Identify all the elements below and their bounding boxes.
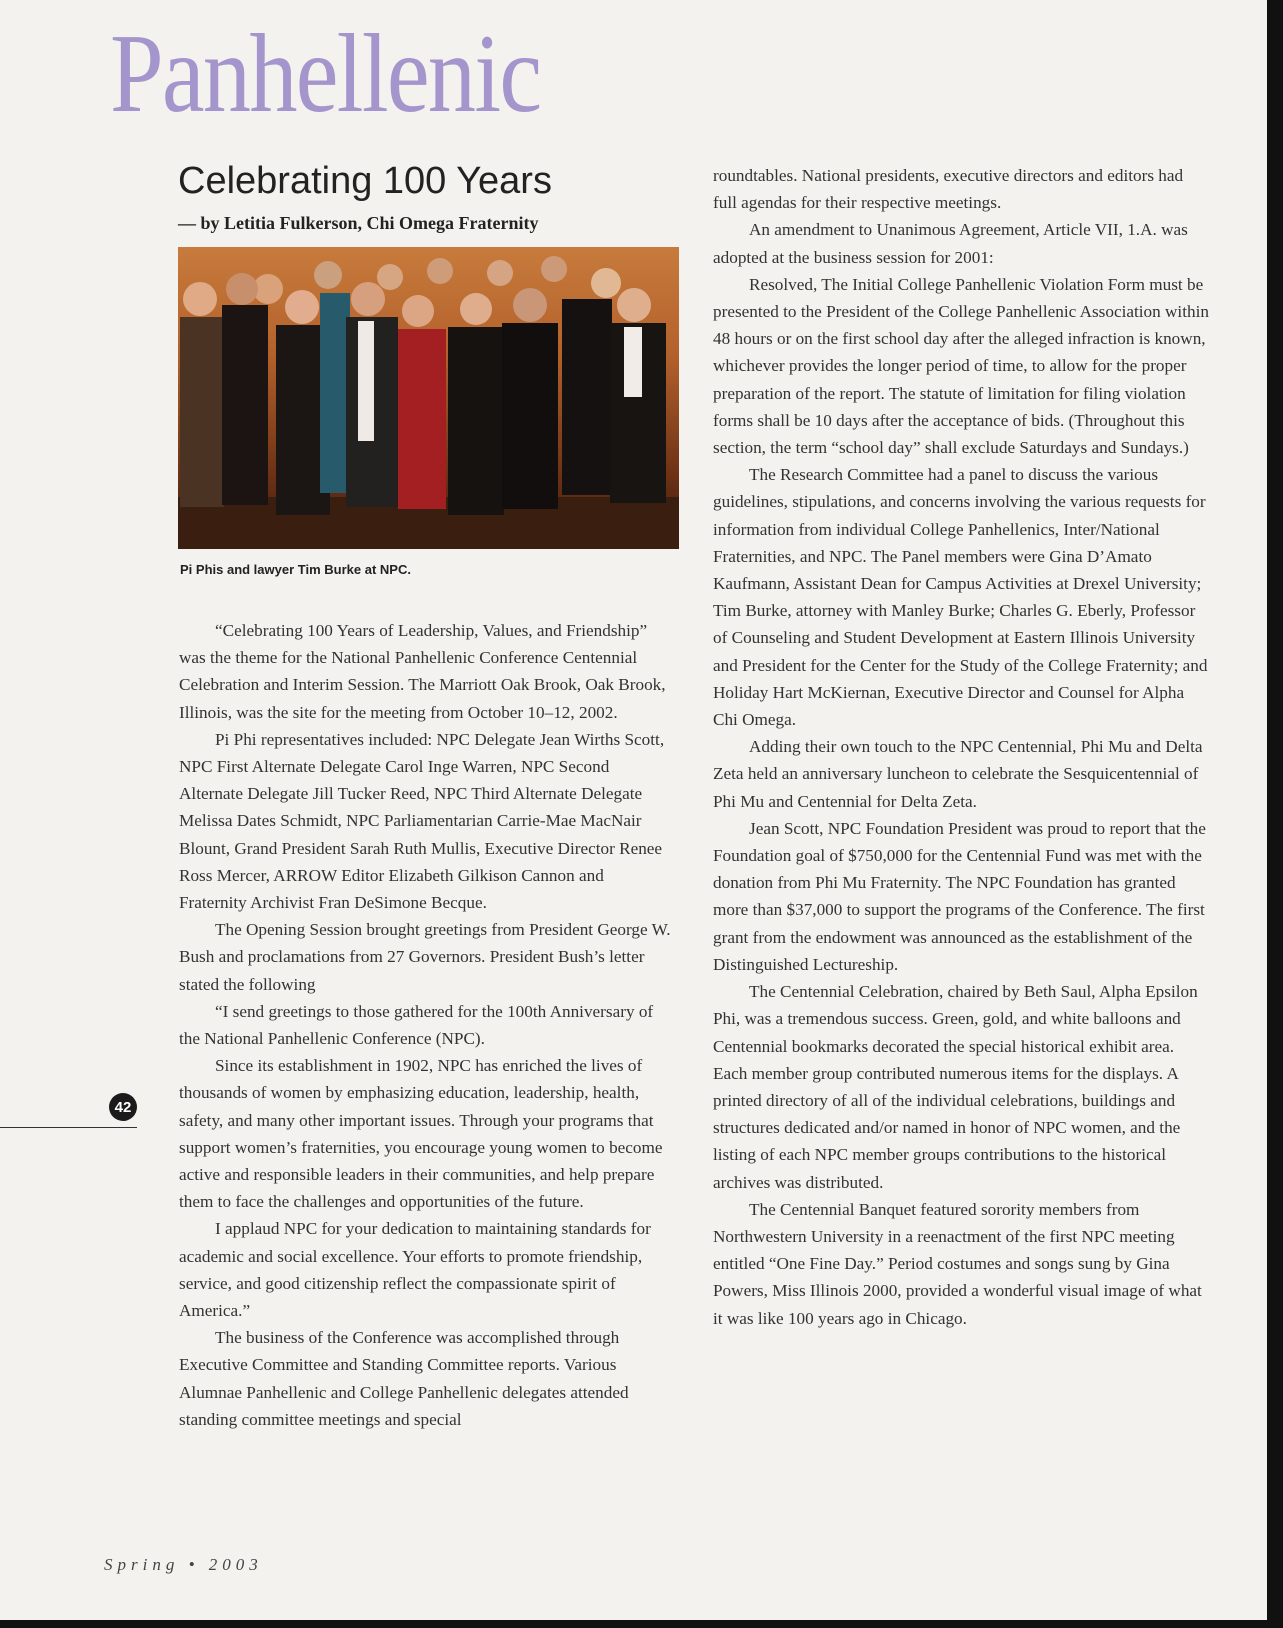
paragraph: The Centennial Celebration, chaired by Beth Saul, Alpha Epsilon Phi, was a tremendous success. Green, gold, and white balloons and Centennial bookmarks decorated the special historical exhibit area. Each member group contributed numerous items for the displays. A printed directory of all of the individual celebrations, buildings and structures dedicated and/or named in honor of NPC women, and the listing of each NPC member groups contributions to the historical archives was distributed. xyxy=(713,982,1198,1192)
group-photo xyxy=(178,247,679,549)
paragraph: Adding their own touch to the NPC Centennial, Phi Mu and Delta Zeta held an anniversary luncheon to celebrate the Sesquicentennial of Phi Mu and Centennial for Delta Zeta. xyxy=(713,737,1203,811)
paragraph: roundtables. National presidents, executive directors and editors had full agendas for their respective meetings. xyxy=(713,166,1184,213)
paragraph: Pi Phi representatives included: NPC Delegate Jean Wirths Scott, NPC First Alternate Delegate Carol Inge Warren, NPC Second Alternate Delegate Jill Tucker Reed, NPC Third Alternate Delegate Melissa Dates Schmidt, NPC Parliamentarian Carrie-Mae MacNair Blount, Grand President Sarah Ruth Mullis, Executive Director Renee Ross Mercer, ARROW Editor Elizabeth Gilkison Cannon and Fraternity Archivist Fran DeSimone Becque. xyxy=(179,729,665,913)
page-number-rule xyxy=(0,1127,137,1128)
paragraph: I applaud NPC for your dedication to maintaining standards for academic and social excellence. Your efforts to promote friendship, service, and good citizenship reflect the compassionate spirit of America.” xyxy=(179,1219,651,1321)
article-column-left xyxy=(179,617,673,1433)
photo-caption: Pi Phis and lawyer Tim Burke at NPC. xyxy=(180,562,411,577)
group-photo-illustration xyxy=(178,247,679,549)
page-number-badge: 42 xyxy=(109,1093,137,1121)
paragraph: Jean Scott, NPC Foundation President was proud to report that the Foundation goal of $750,000 for the Centennial Fund was met with the donation from Phi Mu Fraternity. The NPC Foundation has granted more than $37,000 to support the programs of the Conference. The first grant from the endowment was announced as the establishment of the Distinguished Lectureship. xyxy=(713,818,1206,974)
paragraph: The Centennial Banquet featured sorority members from Northwestern University in a reenactment of the first NPC meeting entitled “One Fine Day.” Period costumes and songs sung by Gina Powers, Miss Illinois 2000, provided a wonderful visual image of what it was like 100 years ago in Chicago. xyxy=(713,1199,1202,1328)
paragraph: “I send greetings to those gathered for the 100th Anniversary of the National Panhellenic Conference (NPC). xyxy=(179,1001,654,1049)
issue-folio: Spring • 2003 xyxy=(104,1555,263,1574)
paragraph: Since its establishment in 1902, NPC has enriched the lives of thousands of women by emphasizing education, leadership, health, safety, and many other important issues. Through your programs that support women’s fraternities, you encourage young women to become active and responsible leaders in their communities, and help prepare them to face the challenges and opportunities of the future. xyxy=(179,1056,663,1212)
paragraph: An amendment to Unanimous Agreement, Article VII, 1.A. was adopted at the business session for 2001: xyxy=(713,220,1188,267)
section-masthead: Panhellenic xyxy=(110,12,541,136)
paragraph: The Opening Session brought greetings from President George W. Bush and proclamations from 27 Governors. President Bush’s letter stated the following xyxy=(179,920,671,994)
paragraph: “Celebrating 100 Years of Leadership, Values, and Friendship” was the theme for the National Panhellenic Conference Centennial Celebration and Interim Session. The Marriott Oak Brook, Oak Brook, Illinois, was the site for the meeting from October 10–12, 2002. xyxy=(179,621,666,722)
paragraph: The business of the Conference was accomplished through Executive Committee and Standing Committee reports. Various Alumnae Panhellenic and College Panhellenic delegates attended standing committee meetings and special xyxy=(179,1328,629,1429)
article-column-right xyxy=(713,162,1209,1332)
paragraph: The Research Committee had a panel to discuss the various guidelines, stipulations, and concerns involving the various requests for information from individual College Panhellenics, Inter/National Fraternities, and NPC. The Panel members were Gina D’Amato Kaufmann, Assistant Dean for Campus Activities at Drexel University; Tim Burke, attorney with Manley Burke; Charles G. Eberly, Professor of Counseling and Student Development at Eastern Illinois University and President for the Center for the Study of the College Fraternity; and Holiday Hart McKiernan, Executive Director and Counsel for Alpha Chi Omega. xyxy=(713,465,1208,730)
page-edge-right xyxy=(1267,0,1283,1628)
paragraph: Resolved, The Initial College Panhellenic Violation Form must be presented to the President of the College Panhellenic Association within 48 hours or on the first school day after the alleged infraction is known, whichever provides the longer period of time, to allow for the proper preparation of the report. The statute of limitation for filing violation forms shall be 10 days after the acceptance of bids. (Throughout this section, the term “school day” shall exclude Saturdays and Sundays.) xyxy=(713,274,1209,458)
article-title: Celebrating 100 Years xyxy=(178,160,552,202)
page-edge-bottom xyxy=(0,1620,1283,1628)
article-byline: — by Letitia Fulkerson, Chi Omega Fraternity xyxy=(178,213,539,233)
